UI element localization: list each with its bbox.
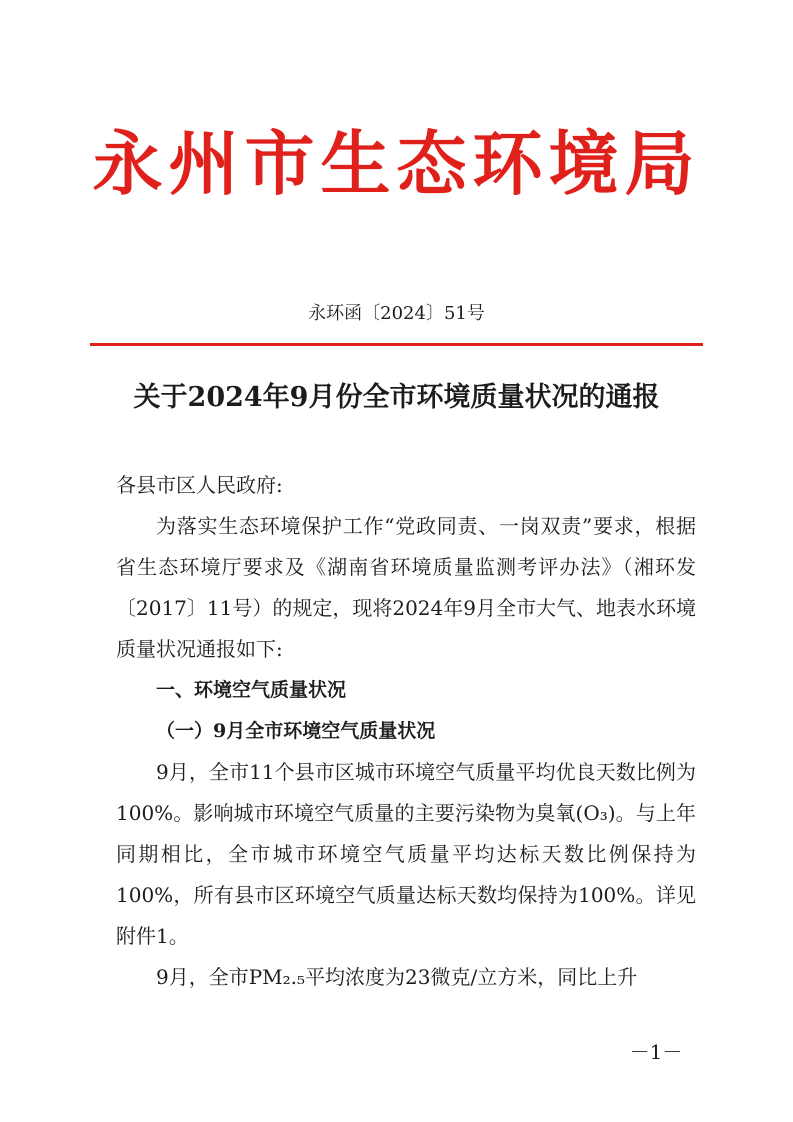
page-number: －1－	[629, 1040, 683, 1064]
salutation: 各县市区人民政府:	[116, 473, 283, 497]
document-body	[116, 465, 696, 998]
notice-title: 关于2024年9月份全市环境质量状况的通报	[133, 382, 660, 413]
air-quality-paragraph: 9月，全市11个县市区城市环境空气质量平均优良天数比例为100%。影响城市环境空气质量的主要污染物为臭氧(O₃)。与上年同期相比，全市城市环境空气质量平均达标天数比例保持为100%，所有县市区环境空气质量达标天数均保持为100%。详见附件1。	[116, 760, 696, 948]
subsection-heading-september: （一）9月全市环境空气质量状况	[156, 720, 436, 742]
pm25-paragraph: 9月，全市PM₂.₅平均浓度为23微克/立方米，同比上升	[156, 965, 638, 989]
red-divider-line	[90, 343, 703, 346]
document-number: 永环函〔2024〕51号	[308, 303, 485, 324]
intro-paragraph: 为落实生态环境保护工作“党政同责、一岗双责”要求，根据省生态环境厅要求及《湖南省环境质量监测考评办法》（湘环发〔2017〕11号）的规定，现将2024年9月全市大气、地表水环境质量状况通报如下:	[116, 514, 696, 661]
masthead-title: 永州市生态环境局	[92, 123, 701, 205]
section-heading-air-quality: 一、环境空气质量状况	[156, 679, 347, 701]
